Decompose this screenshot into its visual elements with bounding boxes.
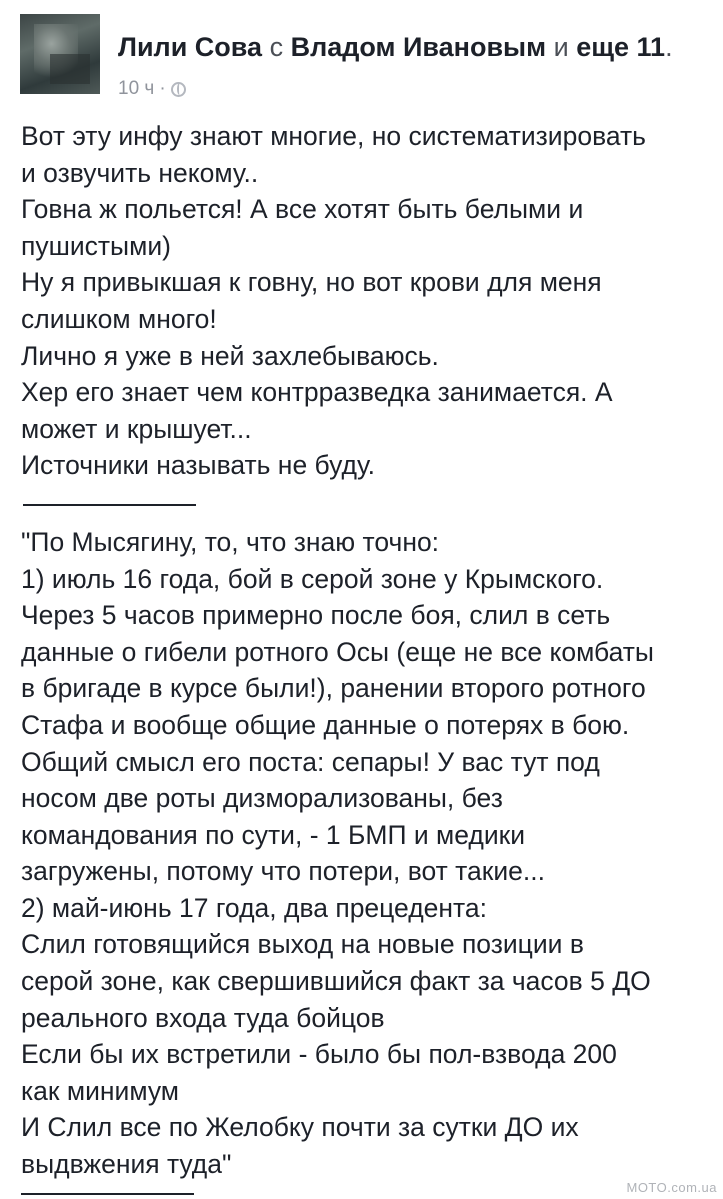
post-text-line: в бригаде в курсе были!), ранении второго ротного [21,673,646,704]
post-text-line: 1) июль 16 года, бой в серой зоне у Крымского. [21,563,604,594]
post-text-intro [21,118,711,484]
post-text-line: Стафа и вообще общие данные о потерях в бою. [21,709,630,740]
post-header [20,14,703,99]
post-text-line: Общий смысл его поста: сепары! У вас тут под [21,746,600,777]
post-text-line: выдвжения туда" [21,1149,232,1180]
post-text-line: Говна ж польется! А все хотят быть белыми и [21,194,584,225]
post-text-line: может и крышует... [21,413,252,444]
with-word: с [269,32,284,62]
post-text-line: Слил готовящийся выход на новые позиции в [21,929,584,960]
avatar-shadow [50,54,90,84]
separator-line [23,504,196,506]
post-text-line: реального входа туда бойцов [21,1002,385,1033]
post-text-line: Ну я привыкшая к говну, но вот крови для меня [21,267,602,298]
post-timestamp[interactable]: 10 ч [118,78,155,99]
post-text-line: Лично я уже в ней захлебываюсь. [21,340,439,371]
post-text-line: носом две роты дизморализованы, без [21,783,503,814]
post-text-line: "По Мысягину, то, что знаю точно: [21,526,440,557]
author-line-period: . [665,32,673,62]
author-avatar[interactable] [20,14,100,94]
post-meta [118,78,186,100]
meta-separator: · [159,78,166,99]
post-text-line: 2) май-июнь 17 года, два прецедента: [21,892,487,923]
tagged-others-link[interactable]: еще 11 [576,32,666,62]
post-text-line: слишком много! [21,303,217,334]
post-text-line: Через 5 часов примерно после боя, слил в сеть [21,600,611,631]
author-line [118,31,673,63]
tagged-person-link[interactable]: Владом Ивановым [290,32,547,62]
post-text-line: И Слил все по Желобку почти за сутки ДО их [21,1112,579,1143]
post-text-line: Вот эту инфу знают многие, но систематизировать [21,121,646,151]
bottom-separator-line [21,1193,194,1195]
post-text-quote [21,524,711,1183]
post-text-line: Хер его знает чем контрразведка занимается. А [21,377,613,408]
post-text-line: Источники называть не буду. [21,450,375,481]
post-text-line: пушистыми) [21,230,171,261]
post-text-line: и озвучить некому.. [21,157,259,188]
and-word: и [553,32,569,62]
post-text-line: Если бы их встретили - было бы пол-взвода 200 [21,1039,617,1070]
globe-icon[interactable] [171,82,186,97]
post-text-line: данные о гибели ротного Осы (еще не все комбаты [21,636,654,667]
text-separator [21,484,711,524]
author-name-link[interactable]: Лили Сова [118,32,263,62]
post-body [21,118,711,1183]
post-text-line: как минимум [21,1075,180,1106]
post-text-line: загружены, потому что потери, вот такие... [21,856,545,887]
post-text-line: командования по сути, - 1 БМП и медики [21,819,526,850]
post-text-line: серой зоне, как свершившийся факт за часов 5 ДО [21,966,651,997]
watermark: MOTO.com.ua [626,1180,717,1195]
